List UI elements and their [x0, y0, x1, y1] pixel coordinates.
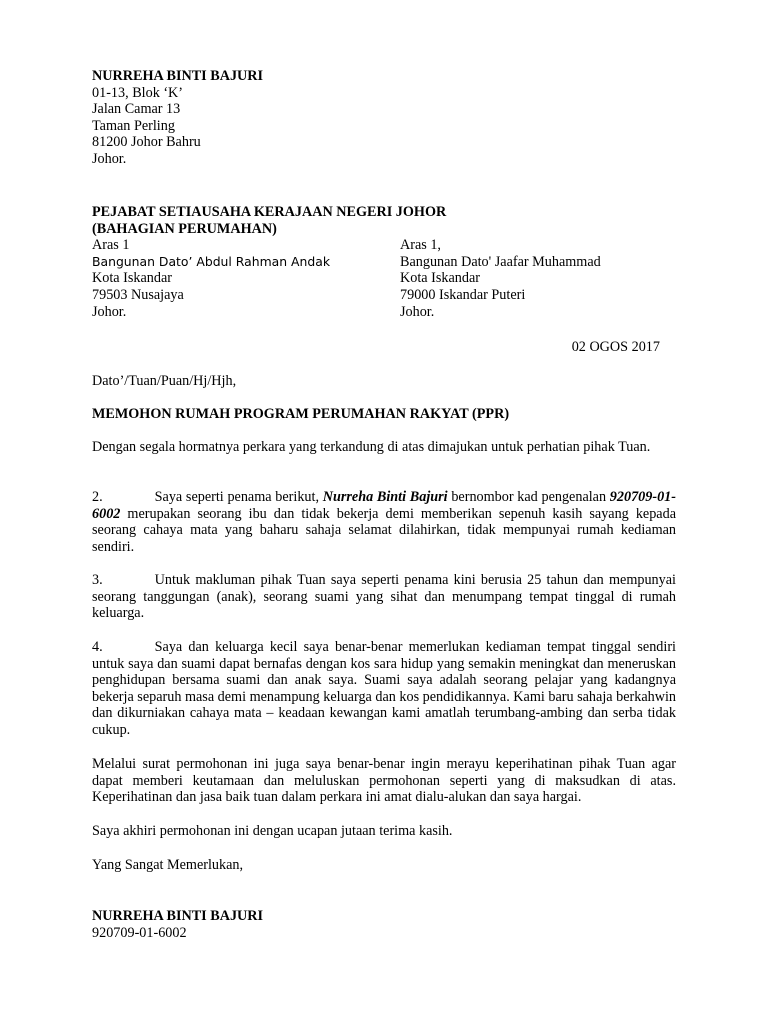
sender-address-line: Jalan Camar 13	[92, 101, 181, 118]
sender-address-line: Johor.	[92, 150, 127, 167]
paragraph-3: 3. Untuk makluman pihak Tuan saya seperti penama kini berusia 25 tahun dan mempunyai seorang tanggungan (anak), seorang suami yang sihat dan menumpang tempat tinggal di rumah keluarga.	[92, 572, 676, 622]
paragraph-1: Dengan segala hormatnya perkara yang terkandung di atas dimajukan untuk perhatian pihak Tuan.	[92, 439, 651, 455]
closing: Yang Sangat Memerlukan,	[92, 857, 244, 873]
sender-address-line: Taman Perling	[92, 117, 175, 134]
address-line: Bangunan Dato' Jaafar Muhammad	[400, 253, 601, 270]
recipient-addresses	[92, 237, 676, 320]
recipient-division: (BAHAGIAN PERUMAHAN)	[92, 220, 277, 237]
paragraph-4: 4. Saya dan keluarga kecil saya benar-benar memerlukan kediaman tempat tinggal sendiri untuk saya dan suami dapat bernafas dengan kos sara hidup yang semakin meningkat dan meneruskan penghidupan bersama suami dan anak saya. Suami saya adalah seorang pelajar yang kadangnya bekerja separuh masa demi menampung keluarga dan kos pendidikannya. Kami baru sahaja berkahwin dan dikurniakan cahaya mata – keadaan kewangan kami amatlah terumbang-ambing dan serba tidak cukup.	[92, 639, 676, 738]
address-line: Kota Iskandar	[400, 270, 480, 287]
applicant-ic: 920709-01-6002	[92, 489, 676, 522]
paragraph-number: 4.	[92, 639, 103, 655]
address-line: Johor.	[92, 303, 127, 320]
address-line: 79503 Nusajaya	[92, 286, 184, 303]
address-line: 79000 Iskandar Puteri	[400, 286, 526, 303]
paragraph-number: 2.	[92, 489, 103, 505]
sender-block	[92, 68, 263, 168]
letter-subject: MEMOHON RUMAH PROGRAM PERUMAHAN RAKYAT (PPR)	[92, 406, 510, 422]
signature-ic: 920709-01-6002	[92, 924, 187, 941]
address-line: Aras 1	[92, 237, 130, 254]
recipient-office: PEJABAT SETIAUSAHA KERAJAAN NEGERI JOHOR	[92, 204, 447, 220]
address-line: Johor.	[400, 303, 435, 320]
paragraph-number: 3.	[92, 572, 103, 588]
paragraph-2: 2. Saya seperti penama berikut, Nurreha Binti Bajuri bernombor kad pengenalan 920709-01-6002 merupakan seorang ibu dan tidak bekerja demi memberikan sepenuh kasih sayang kepada seorang cahaya mata yang baharu sahaja selamat dilahirkan, tidak mempunyai rumah kediaman sendiri.	[92, 489, 676, 555]
salutation: Dato’/Tuan/Puan/Hj/Hjh,	[92, 373, 237, 389]
signature-name: NURREHA BINTI BAJURI	[92, 908, 264, 924]
paragraph-5: Melalui surat permohonan ini juga saya benar-benar ingin merayu keperihatinan pihak Tuan agar dapat memberi keutamaan dan meluluskan permohonan seperti yang di maksudkan di atas. Keperihatinan dan jasa baik tuan dalam perkara ini amat dialu-alukan dan saya hargai.	[92, 756, 676, 806]
address-line: Aras 1,	[400, 237, 441, 254]
applicant-name: Nurreha Binti Bajuri	[322, 489, 448, 505]
recipient-address-left	[92, 237, 400, 320]
signature-block	[92, 908, 263, 941]
sender-address-line: 01-13, Blok ‘K’	[92, 84, 184, 101]
recipient-block	[92, 204, 676, 320]
paragraph-6: Saya akhiri permohonan ini dengan ucapan jutaan terima kasih.	[92, 823, 453, 839]
sender-address-line: 81200 Johor Bahru	[92, 134, 201, 151]
address-line: Kota Iskandar	[92, 270, 172, 287]
letter-date: 02 OGOS 2017	[571, 339, 660, 355]
address-line: Bangunan Dato’ Abdul Rahman Andak	[92, 253, 330, 269]
sender-name: NURREHA BINTI BAJURI	[92, 68, 264, 84]
recipient-address-right	[400, 237, 676, 320]
